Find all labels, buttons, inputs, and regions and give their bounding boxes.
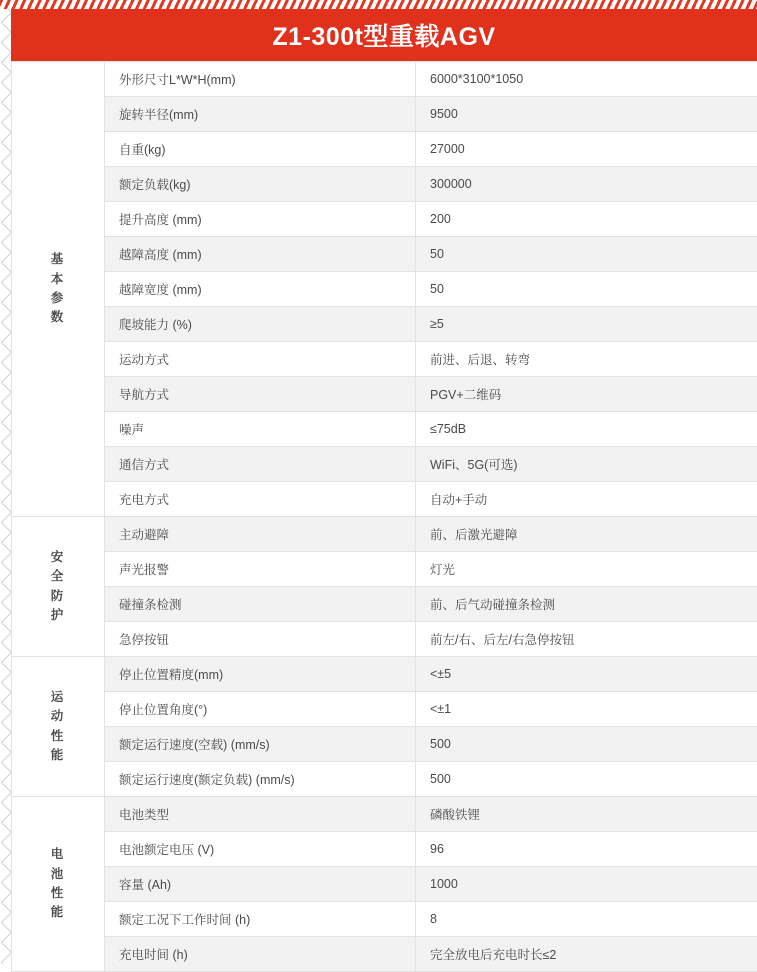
spec-name: 充电方式 — [105, 482, 416, 517]
spec-value: PGV+二维码 — [416, 377, 757, 412]
spec-value: 前、后气动碰撞条检测 — [416, 587, 757, 622]
spec-name: 噪声 — [105, 412, 416, 447]
spec-value: <±5 — [416, 657, 757, 692]
spec-value: 50 — [416, 237, 757, 272]
spec-name: 电池类型 — [105, 797, 416, 832]
spec-value: <±1 — [416, 692, 757, 727]
spec-value: 前、后激光避障 — [416, 517, 757, 552]
table-row — [12, 447, 757, 482]
spec-value: 200 — [416, 202, 757, 237]
group-label-char: 能 — [26, 746, 90, 765]
spec-name: 停止位置精度(mm) — [105, 657, 416, 692]
table-row — [12, 797, 757, 832]
table-row — [12, 692, 757, 727]
table-row — [12, 727, 757, 762]
spec-name: 爬坡能力 (%) — [105, 307, 416, 342]
spec-value: 500 — [416, 727, 757, 762]
group-label-char: 护 — [26, 606, 90, 625]
table-row — [12, 762, 757, 797]
spec-value: 6000*3100*1050 — [416, 62, 757, 97]
spec-value: 50 — [416, 272, 757, 307]
table-row — [12, 867, 757, 902]
spec-value: 自动+手动 — [416, 482, 757, 517]
spec-name: 充电时间 (h) — [105, 937, 416, 972]
table-row — [12, 622, 757, 657]
table-row — [12, 517, 757, 552]
spec-value: 灯光 — [416, 552, 757, 587]
spec-name: 运动方式 — [105, 342, 416, 377]
spec-name: 越障宽度 (mm) — [105, 272, 416, 307]
spec-name: 停止位置角度(°) — [105, 692, 416, 727]
group-label-char: 运 — [26, 688, 90, 707]
top-hatched-strip — [0, 0, 757, 9]
table-row — [12, 482, 757, 517]
group-label-1 — [12, 62, 105, 517]
group-label-char: 池 — [26, 865, 90, 884]
spec-value: ≤75dB — [416, 412, 757, 447]
table-row — [12, 587, 757, 622]
spec-name: 额定运行速度(额定负载) (mm/s) — [105, 762, 416, 797]
spec-name: 越障高度 (mm) — [105, 237, 416, 272]
table-row — [12, 307, 757, 342]
spec-value: 300000 — [416, 167, 757, 202]
table-row — [12, 237, 757, 272]
group-label-4 — [12, 797, 105, 972]
spec-name: 自重(kg) — [105, 132, 416, 167]
spec-value: ≥5 — [416, 307, 757, 342]
spec-value: 完全放电后充电时长≤2 — [416, 937, 757, 972]
spec-value: 前左/右、后左/右急停按钮 — [416, 622, 757, 657]
spec-value: WiFi、5G(可选) — [416, 447, 757, 482]
spec-value: 96 — [416, 832, 757, 867]
spec-name: 通信方式 — [105, 447, 416, 482]
group-label-char: 本 — [26, 270, 90, 289]
table-row — [12, 202, 757, 237]
group-label-char: 基 — [26, 250, 90, 269]
spec-name: 提升高度 (mm) — [105, 202, 416, 237]
spec-name: 电池额定电压 (V) — [105, 832, 416, 867]
spec-name: 碰撞条检测 — [105, 587, 416, 622]
table-row — [12, 937, 757, 972]
spec-name: 旋转半径(mm) — [105, 97, 416, 132]
spec-value: 27000 — [416, 132, 757, 167]
table-body — [12, 62, 757, 972]
table-row — [12, 657, 757, 692]
table-row — [12, 377, 757, 412]
table-row — [12, 132, 757, 167]
spec-value: 500 — [416, 762, 757, 797]
table-row — [12, 97, 757, 132]
table-row — [12, 272, 757, 307]
table-row — [12, 832, 757, 867]
spec-name: 主动避障 — [105, 517, 416, 552]
spec-name: 额定运行速度(空载) (mm/s) — [105, 727, 416, 762]
spec-value: 1000 — [416, 867, 757, 902]
spec-name: 额定工况下工作时间 (h) — [105, 902, 416, 937]
group-label-char: 性 — [26, 727, 90, 746]
spec-name: 额定负载(kg) — [105, 167, 416, 202]
group-label-char: 防 — [26, 587, 90, 606]
spec-name: 外形尺寸L*W*H(mm) — [105, 62, 416, 97]
group-label-char: 电 — [26, 845, 90, 864]
group-label-char: 参 — [26, 289, 90, 308]
group-label-char: 性 — [26, 884, 90, 903]
group-label-char: 动 — [26, 707, 90, 726]
spec-name: 容量 (Ah) — [105, 867, 416, 902]
spec-value: 前进、后退、转弯 — [416, 342, 757, 377]
spec-value: 磷酸铁锂 — [416, 797, 757, 832]
group-label-2 — [12, 517, 105, 657]
table-row — [12, 62, 757, 97]
table-row — [12, 342, 757, 377]
table-row — [12, 412, 757, 447]
spec-value: 9500 — [416, 97, 757, 132]
spec-value: 8 — [416, 902, 757, 937]
spec-name: 急停按钮 — [105, 622, 416, 657]
group-label-3 — [12, 657, 105, 797]
spec-name: 声光报警 — [105, 552, 416, 587]
specification-table — [11, 61, 757, 972]
group-label-char: 安 — [26, 548, 90, 567]
group-label-char: 全 — [26, 567, 90, 586]
spec-name: 导航方式 — [105, 377, 416, 412]
group-label-char: 能 — [26, 903, 90, 922]
page-title: Z1-300t型重载AGV — [11, 9, 757, 61]
table-row — [12, 902, 757, 937]
table-row — [12, 167, 757, 202]
table-row — [12, 552, 757, 587]
group-label-char: 数 — [26, 308, 90, 327]
